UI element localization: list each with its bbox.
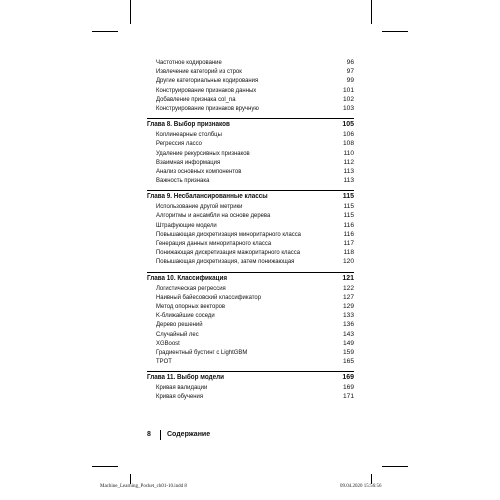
page-ref: 105: [342, 121, 354, 129]
toc-entry: [147, 284, 354, 293]
chapter-rule: [147, 272, 354, 273]
entry-title: Конструирование признаков данных: [156, 86, 257, 94]
toc-entry: [147, 330, 354, 339]
page-ref: 103: [342, 104, 354, 112]
page-ref: 117: [343, 240, 354, 247]
toc-entry: [147, 320, 354, 329]
toc-entry: [147, 221, 354, 230]
chapter-rule: [147, 190, 354, 191]
page-ref: 143: [342, 330, 354, 338]
page-ref: 159: [342, 348, 354, 356]
page-ref: 121: [342, 274, 354, 282]
chapter-rule: [147, 371, 354, 372]
entry-title: Добавление признака col_na: [156, 95, 236, 103]
toc-entry: [147, 130, 354, 139]
toc-entry: [147, 86, 354, 95]
toc-chapter: [147, 274, 354, 284]
toc-entry: [147, 104, 354, 113]
crop-mark-top-right: [371, 0, 372, 24]
chapter-title: Глава 8. Выбор признаков: [147, 121, 230, 129]
page-ref: 136: [342, 321, 354, 329]
page-ref: 101: [342, 86, 354, 94]
table-of-contents: [147, 58, 354, 402]
entry-title: Повышающая дискретизация, затем понижающая: [156, 258, 295, 266]
entry-title: Другие категориальные кодирования: [156, 77, 259, 85]
toc-chapter: [147, 120, 354, 130]
entry-title: XGBoost: [156, 339, 180, 347]
entry-title: Повышающая дискретизация миноритарного класса: [156, 230, 301, 238]
toc-entry: [147, 95, 354, 104]
toc-entry: [147, 139, 354, 148]
page-ref: 108: [342, 140, 354, 148]
page-ref: 115: [343, 203, 354, 211]
crop-mark-bottom-right: [371, 474, 372, 484]
toc-entry: [147, 58, 354, 67]
page-ref: 115: [343, 212, 354, 220]
page-ref: 122: [342, 284, 354, 292]
page-ref: 120: [342, 258, 354, 266]
toc-chapter: [147, 373, 354, 383]
toc-entry: [147, 149, 354, 158]
page-ref: 169: [342, 384, 354, 392]
page-ref: 129: [342, 302, 354, 310]
page-ref: 149: [342, 339, 354, 347]
page-ref: 115: [342, 193, 354, 201]
entry-title: Частотное кодирование: [156, 59, 222, 66]
toc-chapter: [147, 192, 354, 202]
crop-mark-left-top: [92, 31, 118, 32]
toc-entry: [147, 357, 354, 366]
toc-entry: [147, 67, 354, 76]
entry-title: Наивный байесовский классификатор: [156, 293, 262, 301]
toc-entry: [147, 248, 354, 257]
toc-entry: [147, 76, 354, 85]
page-ref: 99: [346, 77, 354, 85]
toc-entry: [147, 392, 354, 401]
entry-title: Дерево решений: [156, 321, 203, 329]
page-ref: 118: [343, 249, 354, 257]
toc-entry: [147, 339, 354, 348]
entry-title: Использование другой метрики: [156, 203, 243, 211]
page-ref: 116: [343, 221, 354, 229]
entry-title: Регрессия лассо: [156, 140, 202, 148]
chapter-rule: [147, 118, 354, 119]
toc-entry: [147, 167, 354, 176]
toc-entry: [147, 202, 354, 211]
chapter-title: Глава 11. Выбор модели: [147, 374, 224, 382]
page-ref: 96: [346, 59, 354, 66]
chapter-title: Глава 10. Классификация: [147, 274, 228, 282]
entry-title: Случайный лес: [156, 330, 199, 338]
toc-entry: [147, 239, 354, 248]
slug-date: 09.04.2020 15:56:56: [340, 484, 382, 489]
entry-title: Важность признака: [156, 177, 210, 185]
entry-title: TPOT: [156, 358, 172, 366]
toc-entry: [147, 158, 354, 167]
running-title: Содержание: [167, 431, 211, 438]
page-ref: 133: [342, 312, 354, 320]
entry-title: Логистическая регрессия: [156, 284, 226, 292]
page-ref: 169: [342, 374, 354, 382]
entry-title: Извлечение категорий из строк: [156, 68, 242, 76]
toc-entry: [147, 176, 354, 185]
entry-title: Анализ основных компонентов: [156, 167, 242, 175]
page-ref: 116: [343, 230, 354, 238]
page-number: 8: [147, 431, 151, 438]
entry-title: Удаление рекурсивных признаков: [156, 149, 250, 157]
slug-file-info: Machine_Learning_Pocket_ch01-10.indd 8: [100, 484, 187, 489]
entry-title: Штрафующие модели: [156, 221, 217, 229]
page-ref: 113: [343, 177, 354, 185]
entry-title: Конструирование признаков вручную: [156, 104, 259, 112]
chapter-title: Глава 9. Несбалансированные классы: [147, 193, 268, 201]
footer-divider: [160, 430, 161, 440]
entry-title: Кривая обучения: [156, 393, 204, 401]
toc-entry: [147, 302, 354, 311]
toc-entry: [147, 257, 354, 266]
entry-title: Понижающая дискретизация мажоритарного класса: [156, 249, 301, 257]
toc-entry: [147, 211, 354, 220]
page-ref: 106: [342, 131, 354, 139]
toc-entry: [147, 230, 354, 239]
crop-mark-right-top: [382, 31, 408, 32]
toc-entry: [147, 348, 354, 357]
crop-mark-right-bottom: [382, 466, 408, 467]
toc-entry: [147, 311, 354, 320]
toc-entry: [147, 293, 354, 302]
entry-title: Градиентный бустинг с LightGBM: [156, 348, 248, 356]
crop-mark-bottom-left: [130, 474, 131, 484]
page-ref: 171: [342, 393, 354, 401]
entry-title: Генерация данных миноритарного класса: [156, 240, 272, 247]
page-ref: 165: [342, 358, 354, 366]
page-ref: 127: [342, 293, 354, 301]
page-ref: 110: [343, 149, 354, 157]
crop-mark-left-bottom: [92, 466, 118, 467]
crop-mark-top-left: [130, 0, 131, 24]
entry-title: Метод опорных векторов: [156, 302, 226, 310]
entry-title: Алгоритмы и ансамбли на основе дерева: [156, 212, 271, 220]
entry-title: Коллинеарные столбцы: [156, 131, 222, 139]
page-ref: 113: [343, 167, 354, 175]
entry-title: Взаимная информация: [156, 158, 221, 166]
toc-entry: [147, 383, 354, 392]
entry-title: K-ближайшие соседи: [156, 312, 215, 320]
page-ref: 102: [342, 95, 354, 103]
page-ref: 112: [343, 158, 354, 166]
page-ref: 97: [346, 68, 354, 76]
entry-title: Кривая валидации: [156, 384, 208, 392]
